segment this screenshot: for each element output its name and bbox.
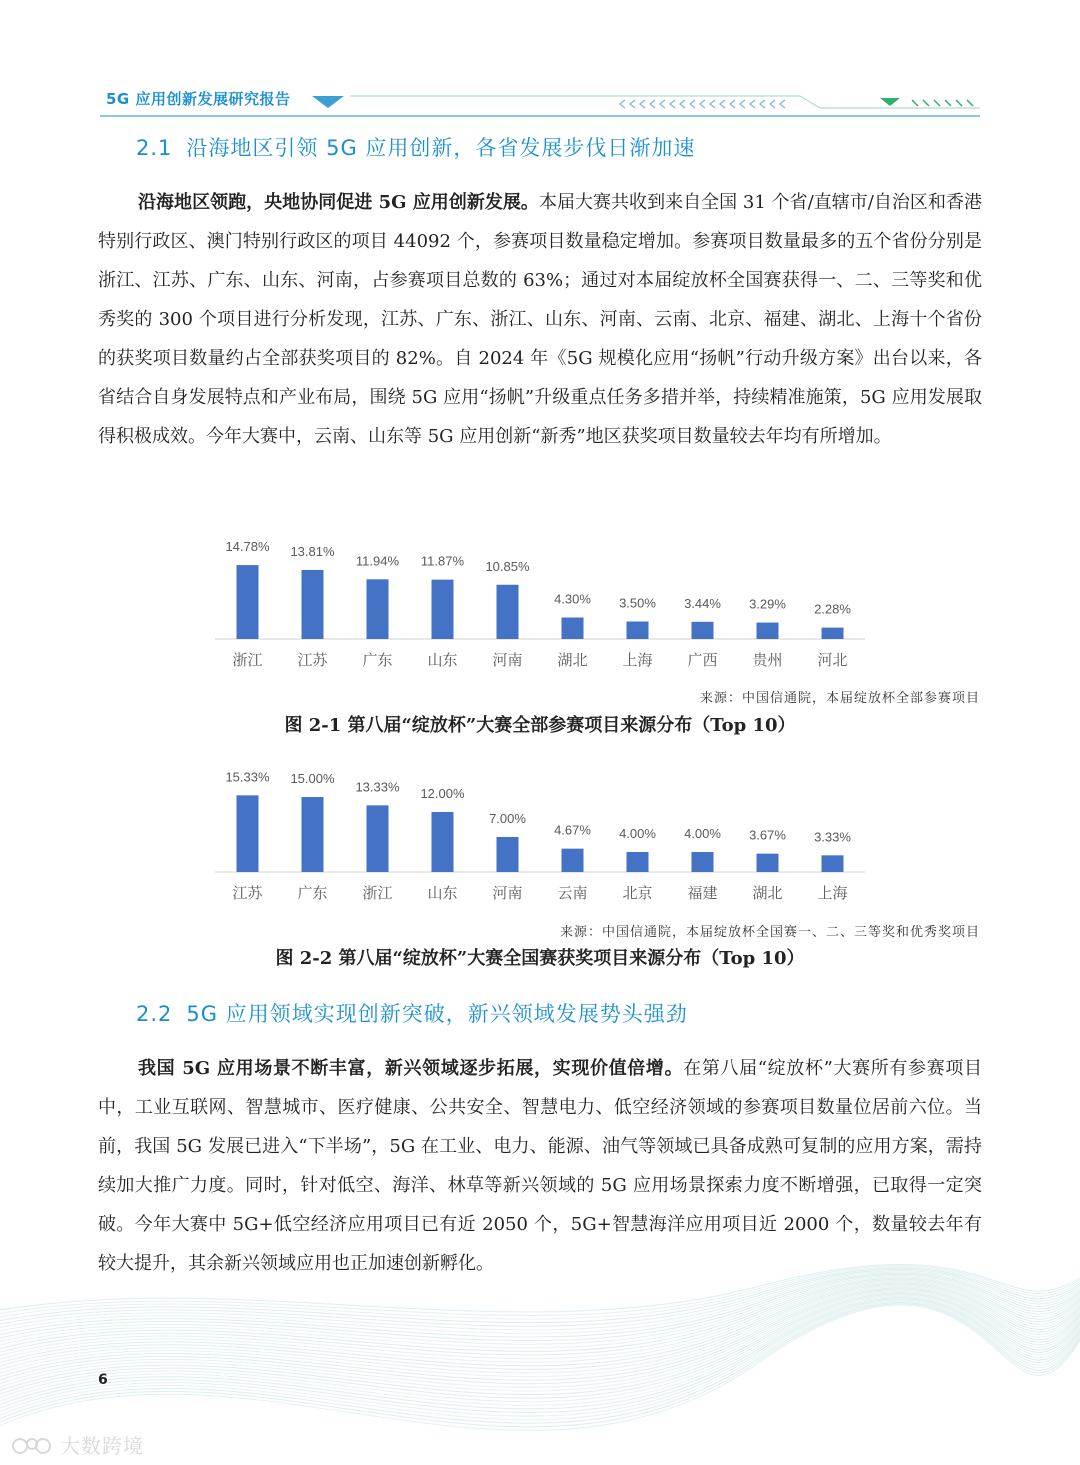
chart-bar [432, 580, 454, 639]
category-label: 河南 [492, 651, 523, 669]
paragraph-body: 本届大赛共收到来自全国 31 个省/直辖市/自治区和香港特别行政区、澳门特别行政区的项目 44092 个，参赛项目数量稳定增加。参赛项目数量最多的五个省份分别是浙江、江苏、广东、山东、河南，占参赛项目总数的 63%；通过对本届绽放杯全国赛获得一、二、三等奖和优秀奖的 300 个项目进行分析发现，江苏、广东、浙江、山东、河南、云南、北京、福建、湖北、上海十个省份的获奖项目数量约占全部获奖项目的 82%。自 2024 年《5G 规模化应用“扬帆”行动升级方案》出台以来，各省结合自身发展特点和产业布局，围绕 5G 应用“扬帆”升级重点任务多措并举，持续精准施策，5G 应用发展取得积极成效。今年大赛中，云南、山东等 5G 应用创新“新秀”地区获奖项目数量较去年均有所增加。 [98, 192, 982, 447]
chart-bar [562, 618, 584, 640]
figure-caption: 图 2-2 第八届“绽放杯”大赛全国赛获奖项目来源分布（Top 10） [275, 948, 805, 969]
section-paragraph [98, 1049, 982, 1283]
data-label: 4.67% [554, 822, 591, 838]
category-label: 浙江 [232, 651, 263, 669]
data-label: 11.94% [355, 553, 400, 569]
data-label: 3.33% [814, 829, 851, 845]
data-label: 4.30% [554, 591, 591, 607]
chart-bar [497, 837, 519, 872]
bar-chart-entries [200, 525, 880, 675]
paragraph-lead: 沿海地区领跑，央地协同促进 5G 应用创新发展。 [138, 192, 539, 213]
chart-bar [497, 585, 519, 639]
data-label: 7.00% [489, 811, 526, 826]
paragraph-lead: 我国 5G 应用场景不断丰富，新兴领域逐步拓展，实现价值倍增。 [138, 1058, 684, 1079]
category-label: 上海 [622, 651, 653, 669]
section-title: 5G 应用领域实现创新突破，新兴领域发展势头强劲 [186, 1002, 688, 1026]
figure-caption: 图 2-1 第八届“绽放杯”大赛全部参赛项目来源分布（Top 10） [284, 715, 796, 736]
category-label: 云南 [557, 884, 588, 902]
chart-bar [367, 805, 389, 872]
category-label: 福建 [687, 884, 718, 902]
section-heading [136, 998, 688, 1028]
data-label: 4.00% [684, 826, 721, 841]
watermark-logo-icon [10, 1432, 54, 1458]
chart-bar [627, 622, 649, 640]
chart-bar [432, 812, 454, 872]
page-number: 6 [98, 1372, 108, 1388]
wave-line [0, 1279, 1080, 1355]
data-label: 3.50% [619, 595, 656, 611]
data-label: 10.85% [485, 558, 530, 574]
bar-chart-awards [200, 758, 880, 908]
figure-source: 来源：中国信通院，本届绽放杯全部参赛项目 [699, 691, 980, 706]
category-label: 江苏 [232, 884, 263, 902]
category-label: 江苏 [297, 651, 328, 669]
paragraph-body: 在第八届“绽放杯”大赛所有参赛项目中，工业互联网、智慧城市、医疗健康、公共安全、智慧电力、低空经济领域的参赛项目数量位居前六位。当前，我国 5G 发展已进入“下半场”，5G 在工业、电力、能源、油气等领域已具备成熟可复制的应用方案，需持续加大推广力度。同时，针对低空、海洋、林草等新兴领域的 5G 应用场景探索力度不断增强，已取得一定突破。今年大赛中 5G+低空经济应用项目已有近 2050 个，5G+智慧海洋应用项目近 2000 个，数量较去年有较大提升，其余新兴领域应用也正加速创新孵化。 [98, 1058, 982, 1274]
category-label: 上海 [817, 884, 848, 902]
category-label: 北京 [622, 884, 653, 902]
header-title: 5G 应用创新发展研究报告 [106, 90, 291, 108]
header-decoration [0, 0, 1080, 130]
data-label: 13.33% [355, 779, 400, 795]
section-heading [136, 132, 695, 162]
running-header [0, 0, 1080, 130]
category-label: 广东 [362, 651, 393, 669]
chart-bar [757, 854, 779, 872]
chart-bar [822, 628, 844, 639]
chart-bar [302, 797, 324, 872]
figure-source: 来源：中国信通院，本届绽放杯全国赛一、二、三等奖和优秀奖项目 [559, 925, 980, 940]
chart-bar [367, 579, 389, 639]
watermark [10, 1430, 144, 1459]
chart-bar [237, 795, 259, 872]
category-label: 广东 [297, 884, 328, 902]
data-label: 13.81% [290, 543, 335, 559]
data-label: 15.00% [290, 771, 335, 786]
chart-bar [627, 852, 649, 872]
category-label: 湖北 [557, 651, 588, 669]
chart-bar [562, 849, 584, 872]
data-label: 4.00% [619, 826, 656, 841]
data-label: 11.87% [420, 553, 465, 569]
section-number: 2.1 [136, 136, 173, 160]
data-label: 15.33% [225, 769, 270, 785]
category-label: 浙江 [362, 884, 393, 902]
data-label: 3.44% [684, 595, 721, 611]
category-label: 河北 [817, 651, 848, 669]
section-number: 2.2 [136, 1002, 173, 1026]
category-label: 湖北 [752, 884, 783, 902]
data-label: 14.78% [225, 539, 270, 555]
chart-bar [822, 855, 844, 872]
section-paragraph [98, 183, 982, 456]
chart-bar [692, 622, 714, 639]
data-label: 12.00% [420, 786, 465, 801]
category-label: 广西 [687, 651, 718, 669]
category-label: 山东 [427, 651, 458, 669]
chart-bar [302, 570, 324, 639]
watermark-text: 大数跨境 [60, 1434, 144, 1458]
category-label: 山东 [427, 884, 458, 902]
section-title: 沿海地区引领 5G 应用创新，各省发展步伐日渐加速 [186, 136, 696, 160]
category-label: 河南 [492, 884, 523, 902]
category-label: 贵州 [752, 651, 783, 669]
chart-bar [692, 852, 714, 872]
data-label: 3.29% [749, 596, 786, 612]
chart-bar [237, 565, 259, 639]
chart-bar [757, 623, 779, 639]
data-label: 2.28% [814, 601, 851, 617]
data-label: 3.67% [749, 827, 786, 843]
